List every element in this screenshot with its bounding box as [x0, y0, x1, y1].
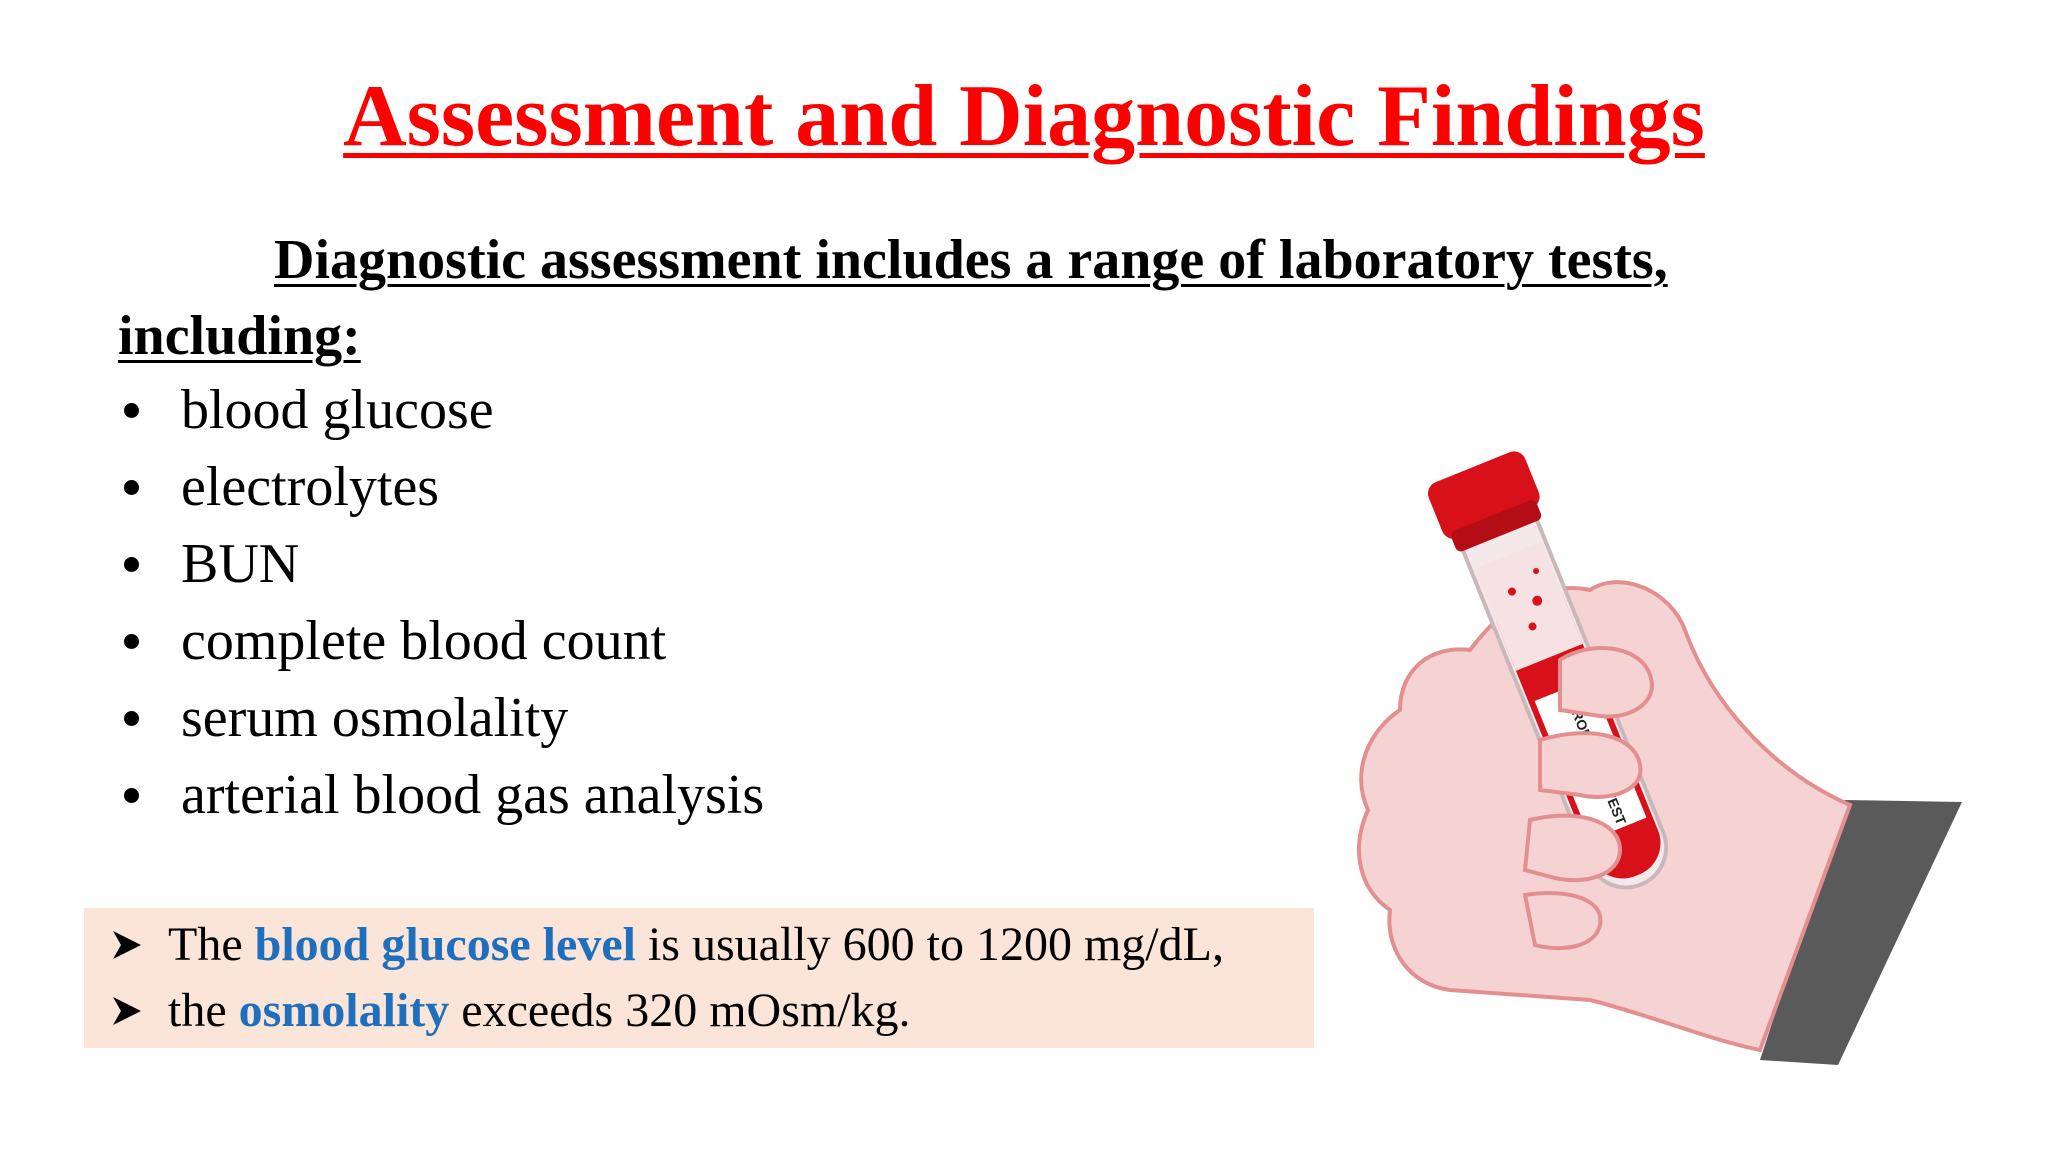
list-item-label: electrolytes: [181, 456, 440, 518]
note-text: exceeds 320 mOsm/kg.: [449, 984, 911, 1037]
bullet-icon: [124, 557, 139, 572]
arrow-bullet-icon: [110, 928, 144, 962]
note-line-osmolality: [110, 978, 911, 1044]
intro-text: Diagnostic assessment includes a range of laboratory tests, including:: [118, 229, 1668, 367]
hand-holding-test-tube-icon: [1290, 440, 1990, 1080]
list-item: [118, 449, 764, 526]
list-item: [118, 603, 764, 680]
list-item: [118, 372, 764, 449]
list-item-label: arterial blood gas analysis: [181, 764, 765, 826]
list-item-label: blood glucose: [181, 379, 494, 441]
lab-tests-list: [118, 372, 764, 834]
note-text: the: [168, 984, 239, 1037]
bullet-icon: [124, 480, 139, 495]
key-values-box: [84, 908, 1314, 1048]
list-item-label: complete blood count: [181, 610, 667, 672]
bullet-icon: [124, 403, 139, 418]
bullet-icon: [124, 788, 139, 803]
list-item: [118, 757, 764, 834]
slide-title: Assessment and Diagnostic Findings: [343, 68, 1705, 165]
list-item: [118, 526, 764, 603]
list-item-label: serum osmolality: [181, 687, 569, 749]
bullet-icon: [124, 634, 139, 649]
note-line-glucose: [110, 912, 1224, 978]
list-item-label: BUN: [181, 533, 300, 595]
note-text: is usually 600 to 1200 mg/dL,: [635, 918, 1224, 971]
highlight-osmolality: osmolality: [238, 984, 450, 1037]
highlight-blood-glucose-level: blood glucose level: [254, 918, 636, 971]
bullet-icon: [124, 711, 139, 726]
arrow-bullet-icon: [110, 994, 144, 1028]
note-text: The: [168, 918, 255, 971]
list-item: [118, 680, 764, 757]
